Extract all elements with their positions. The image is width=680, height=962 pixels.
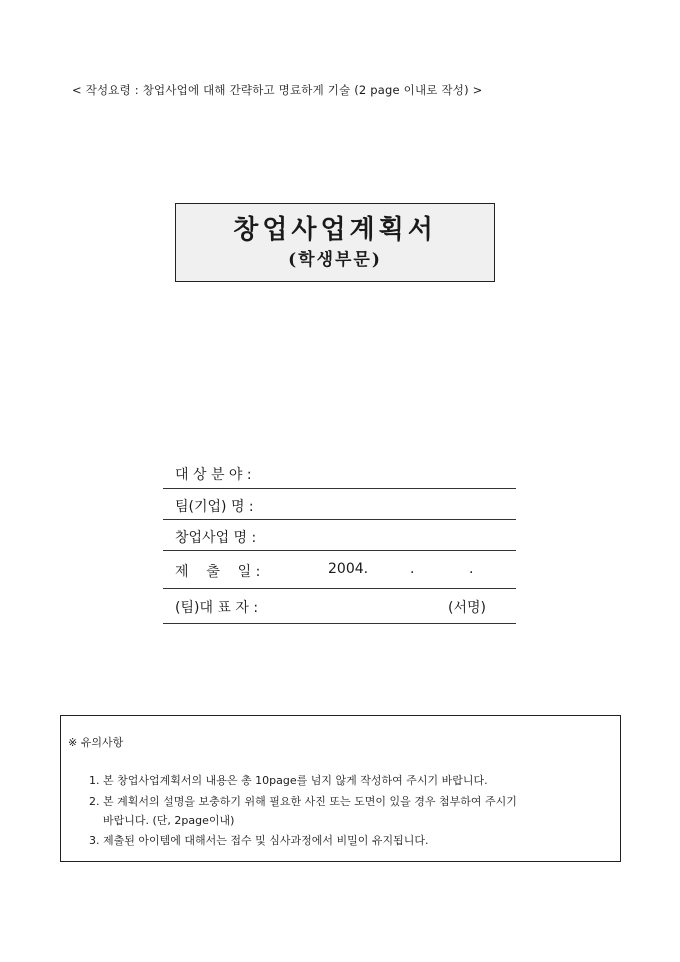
team-row (163, 489, 516, 520)
title-box (175, 203, 495, 282)
note-item-2: 2. 본 계획서의 설명을 보충하기 위해 필요한 사진 또는 도면이 있을 경우 첨부하여 주시기 (89, 795, 517, 808)
notes-title: ※ 유의사항 (68, 736, 124, 749)
business-row (163, 520, 516, 551)
date-label: 제 출 일 : (175, 564, 261, 580)
team-label: 팀(기업) 명 : (175, 499, 254, 515)
notes-box (60, 715, 621, 862)
note-item-3: 3. 제출된 아이템에 대해서는 접수 및 심사과정에서 비밀이 유지됩니다. (89, 834, 429, 847)
writing-guide: < 작성요령 : 창업사업에 대해 간략하고 명료하게 기술 (2 page 이내로 작성) > (72, 83, 483, 97)
date-row (163, 551, 516, 589)
note-item-1: 1. 본 창업사업계획서의 내용은 총 10page를 넘지 않게 작성하여 주시기 바랍니다. (89, 774, 488, 787)
signature-label: (서명) (448, 600, 486, 616)
field-row (163, 455, 516, 489)
date-month-dot: . (410, 561, 415, 577)
date-day-dot: . (469, 561, 474, 577)
document-title: 창업사업계획서 (233, 215, 437, 245)
note-item-2-continued: 바랍니다. (단, 2page이내) (103, 814, 235, 827)
representative-label: (팀)대 표 자 : (175, 600, 259, 616)
date-year: 2004. (328, 561, 369, 577)
document-subtitle: (학생부문) (288, 250, 382, 270)
info-table (163, 455, 516, 624)
field-label: 대 상 분 야 : (175, 467, 252, 483)
representative-row (163, 589, 516, 624)
business-label: 창업사업 명 : (175, 530, 257, 546)
